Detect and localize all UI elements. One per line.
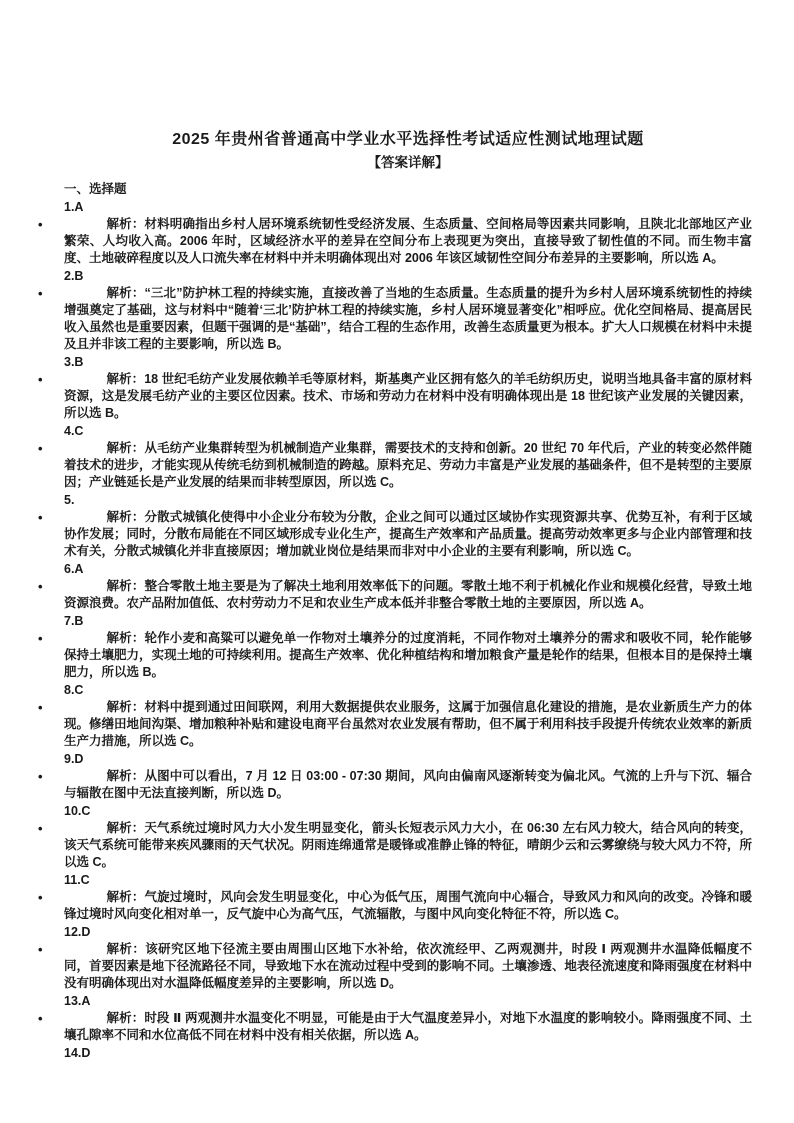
answer-number: 8.C [64, 683, 84, 697]
bullet-icon: • [38, 1011, 43, 1026]
answer-number: 7.B [64, 614, 84, 628]
analysis-label: 解析： [106, 700, 145, 714]
analysis-label: 解析： [106, 286, 145, 300]
analysis-paragraph [38, 889, 752, 923]
analysis-paragraph [38, 820, 752, 871]
analysis-text: 时段 Ⅱ 两观测井水温变化不明显，可能是由于大气温度差异小，对地下水温度的影响较小。降雨强度不同、土壤孔隙率不同和水位高低不同在材料中没有相关依据，所以选 A。 [64, 1011, 752, 1042]
analysis-paragraph [38, 371, 752, 422]
analysis-paragraph [38, 768, 752, 802]
bullet-icon: • [38, 631, 43, 646]
analysis-paragraph [38, 1010, 752, 1044]
bullet-icon: • [38, 286, 43, 301]
analysis-label: 解析： [106, 942, 146, 956]
analysis-text: 轮作小麦和高粱可以避免单一作物对土壤养分的过度消耗，不同作物对土壤养分的需求和吸收不同，轮作能够保持土壤肥力，实现土地的可持续利用。提高生产效率、优化种植结构和增加粮食产量是轮作的结果，但根本目的是保持土壤肥力，所以选 B。 [64, 631, 752, 679]
bullet-icon: • [38, 441, 43, 456]
analysis-label: 解析： [106, 579, 145, 593]
answer-item [38, 613, 752, 681]
answer-item [38, 268, 752, 353]
answer-item [38, 993, 752, 1044]
answer-list [38, 199, 752, 1062]
answer-number: 14.D [64, 1046, 91, 1060]
document-subtitle: 【答案详解】 [367, 155, 449, 170]
analysis-text: “三北”防护林工程的持续实施，直接改善了当地的生态质量。生态质量的提升为乡村人居环境系统韧性的持续增强奠定了基础，这与材料中“随着‘三北’防护林工程的持续实施，乡村人居环境显著变化”相呼应。优化空间格局、提高居民收入虽然也是重要因素，但题干强调的是“基础”，结合工程的生态作用，改善生态质量更为根本。扩大人口规模在材料中未提及且并非该工程的主要影响，所以选 B。 [64, 286, 752, 351]
analysis-paragraph [38, 578, 752, 612]
bullet-icon: • [38, 769, 43, 784]
analysis-text: 从毛纺产业集群转型为机械制造产业集群，需要技术的支持和创新。20 世纪 70 年代后，产业的转变必然伴随着技术的进步，才能实现从传统毛纺到机械制造的跨越。原料充足、劳动力丰富是产业发展的基础条件，但不是转型的主要原因；产业链延长是产业发展的结果而非转型原因，所以选 C。 [64, 441, 752, 489]
analysis-paragraph [38, 941, 752, 992]
answer-item [38, 354, 752, 422]
answer-number: 5. [64, 493, 75, 507]
answer-item [38, 682, 752, 750]
bullet-icon: • [38, 579, 43, 594]
answer-item [38, 561, 752, 612]
answer-number: 1.A [64, 200, 84, 214]
bullet-icon: • [38, 890, 43, 905]
analysis-text: 该研究区地下径流主要由周围山区地下水补给，依次流经甲、乙两观测井，时段 Ⅰ 两观测井水温降低幅度不同，首要因素是地下径流路径不同，导致地下水在流动过程中受到的影响不同。土壤渗透、地表径流速度和降雨强度在材料中没有明确体现出对水温降低幅度差异的主要影响，所以选 D。 [64, 942, 752, 990]
analysis-paragraph [38, 509, 752, 560]
analysis-label: 解析： [106, 510, 145, 524]
answer-item [64, 1045, 752, 1062]
bullet-icon: • [38, 217, 43, 232]
analysis-text: 气旋过境时，风向会发生明显变化，中心为低气压，周围气流向中心辐合，导致风力和风向的改变。冷锋和暖锋过境时风向变化相对单一，反气旋中心为高气压，气流辐散，与图中风向变化特征不符，所以选 C。 [64, 890, 752, 921]
answer-number: 10.C [64, 804, 91, 818]
analysis-paragraph [38, 285, 752, 353]
analysis-text: 18 世纪毛纺产业发展依赖羊毛等原材料，斯基奥产业区拥有悠久的羊毛纺织历史，说明当地具备丰富的原材料资源，这是发展毛纺产业的主要区位因素。技术、市场和劳动力在材料中没有明确体现出是 18 世纪该产业发展的关键因素，所以选 B。 [64, 372, 752, 420]
analysis-paragraph [38, 216, 752, 267]
answer-item [38, 803, 752, 871]
analysis-text: 材料中提到通过田间联网，利用大数据提供农业服务，这属于加强信息化建设的措施，是农业新质生产力的体现。修缮田地间沟渠、增加粮种补贴和建设电商平台虽然对农业发展有帮助，但不属于利用科技手段提升传统农业效率的新质生产力措施，所以选 C。 [64, 700, 752, 748]
answer-item [38, 751, 752, 802]
answer-item [38, 199, 752, 267]
answer-item [38, 872, 752, 923]
bullet-icon: • [38, 821, 43, 836]
answer-number: 13.A [64, 994, 91, 1008]
analysis-label: 解析： [106, 821, 145, 835]
answer-number: 2.B [64, 269, 84, 283]
bullet-icon: • [38, 510, 43, 525]
analysis-label: 解析： [106, 441, 145, 455]
bullet-icon: • [38, 372, 43, 387]
answer-number: 12.D [64, 925, 91, 939]
analysis-label: 解析： [106, 631, 145, 645]
analysis-paragraph [38, 440, 752, 491]
analysis-text: 分散式城镇化使得中小企业分布较为分散，企业之间可以通过区域协作实现资源共享、优势互补，有利于区域协作发展；同时，分散布局能在不同区域形成专业化生产，提高生产效率和产品质量。提高劳动效率更多与企业内部管理和技术有关，分散式城镇化并非直接原因；增加就业岗位是结果而非对中小企业的主要有利影响，所以选 C。 [64, 510, 752, 558]
answer-item [38, 924, 752, 992]
analysis-label: 解析： [106, 890, 145, 904]
analysis-paragraph [38, 630, 752, 681]
analysis-text: 材料明确指出乡村人居环境系统韧性受经济发展、生态质量、空间格局等因素共同影响，且陕北北部地区产业繁荣、人均收入高。2006 年时，区域经济水平的差异在空间分布上表现更为突出，直接导致了韧性值的不同。而生物丰富度、土地破碎程度以及人口流失率在材料中并未明确体现出对 2006 年该区域韧性空间分布差异的主要影响，所以选 A。 [64, 217, 752, 265]
answer-number: 6.A [64, 562, 84, 576]
answer-number: 11.C [64, 873, 90, 887]
analysis-text: 天气系统过境时风力大小发生明显变化，箭头长短表示风力大小，在 06:30 左右风力较大，结合风向的转变，该天气系统可能带来疾风骤雨的天气状况。阴雨连绵通常是暖锋或准静止锋的特征，晴朗少云和云雾缭绕与较大风力不符，所以选 C。 [64, 821, 752, 869]
analysis-label: 解析： [106, 217, 145, 231]
bullet-icon: • [38, 700, 43, 715]
analysis-label: 解析： [106, 769, 145, 783]
analysis-text: 从图中可以看出，7 月 12 日 03:00 - 07:30 期间，风向由偏南风逐渐转变为偏北风。气流的上升与下沉、辐合与辐散在图中无法直接判断，所以选 D。 [64, 769, 752, 800]
answer-item [38, 492, 752, 560]
document-title: 2025 年贵州省普通高中学业水平选择性考试适应性测试地理试题 [172, 131, 644, 148]
answer-number: 4.C [64, 424, 84, 438]
answer-item [38, 423, 752, 491]
answer-number: 3.B [64, 355, 84, 369]
analysis-label: 解析： [106, 1011, 145, 1025]
section-heading: 一、选择题 [64, 182, 127, 196]
bullet-icon: • [38, 942, 43, 957]
analysis-paragraph [38, 699, 752, 750]
answer-number: 9.D [64, 752, 84, 766]
analysis-text: 整合零散土地主要是为了解决土地利用效率低下的问题。零散土地不利于机械化作业和规模化经营，导致土地资源浪费。农产品附加值低、农村劳动力不足和农业生产成本低并非整合零散土地的主要原因，所以选 A。 [64, 579, 752, 610]
analysis-label: 解析： [106, 372, 145, 386]
